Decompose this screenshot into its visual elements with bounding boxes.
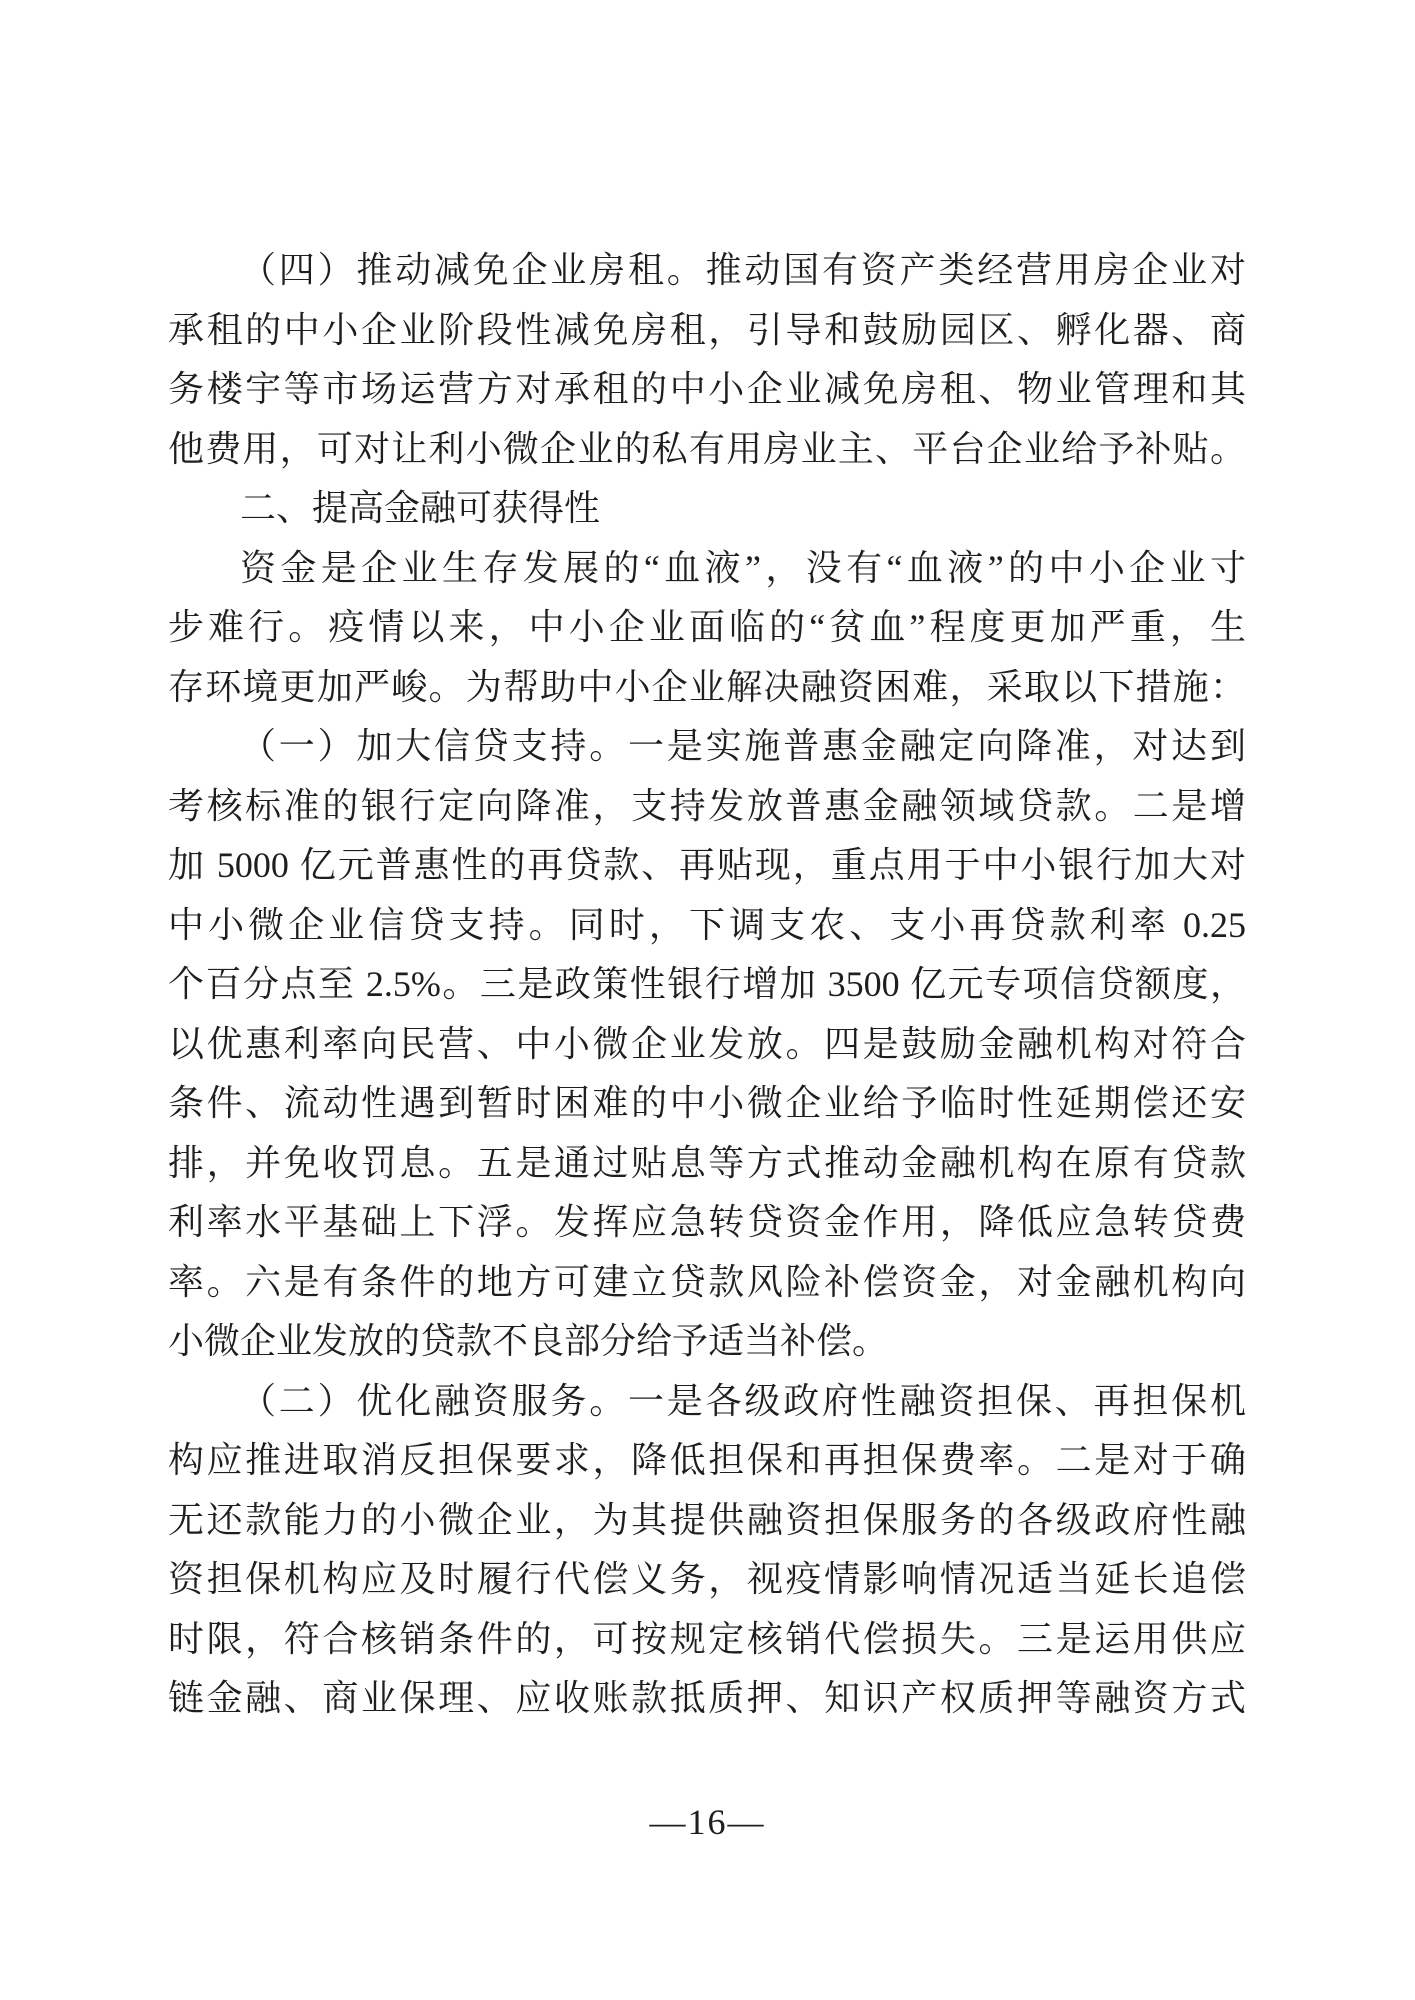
page-number: —16— [649, 1802, 766, 1842]
intro-line: 存环境更加严峻。为帮助中小企业解决融资困难，采取以下措施： [168, 666, 1246, 707]
paragraph-4-line: 他费用，可对让利小微企业的私有用房业主、平台企业给予补贴。 [168, 428, 1246, 469]
intro-line: 资金是企业生存发展的“血液”，没有“血液”的中小企业寸 [240, 547, 1246, 588]
page-footer [0, 1800, 1415, 1844]
section-heading: 二、提高金融可获得性 [240, 488, 601, 528]
item-1-line: 利率水平基础上下浮。发挥应急转贷资金作用，降低应急转贷费 [168, 1202, 1246, 1242]
item-1-line: 条件、流动性遇到暂时困难的中小微企业给予临时性延期偿还安 [168, 1083, 1246, 1123]
item-2-line: 时限，符合核销条件的，可按规定核销代偿损失。三是运用供应 [168, 1618, 1246, 1659]
item-1-line: 个百分点至 2.5%。三是政策性银行增加 3500 亿元专项信贷额度， [168, 964, 1246, 1004]
item-2-line: 构应推进取消反担保要求，降低担保和再担保费率。二是对于确 [168, 1440, 1246, 1480]
item-1-line: （一）加大信贷支持。一是实施普惠金融定向降准，对达到 [240, 726, 1246, 766]
paragraph-4-line: 务楼宇等市场运营方对承租的中小企业减免房租、物业管理和其 [168, 369, 1246, 409]
item-2-line: 资担保机构应及时履行代偿义务，视疫情影响情况适当延长追偿 [168, 1559, 1246, 1599]
intro-line: 步难行。疫情以来，中小企业面临的“贫血”程度更加严重，生 [168, 607, 1246, 647]
paragraph-4-line: （四）推动减免企业房租。推动国有资产类经营用房企业对 [240, 250, 1246, 290]
item-1-line: 以优惠利率向民营、中小微企业发放。四是鼓励金融机构对符合 [168, 1023, 1246, 1064]
item-1-line: 率。六是有条件的地方可建立贷款风险补偿资金，对金融机构向 [168, 1261, 1246, 1302]
text-block [168, 241, 1246, 1729]
item-1-line: 考核标准的银行定向降准，支持发放普惠金融领域贷款。二是增 [168, 785, 1246, 826]
item-1-line: 小微企业发放的贷款不良部分给予适当补偿。 [168, 1321, 889, 1361]
item-2-line: （二）优化融资服务。一是各级政府性融资担保、再担保机 [240, 1380, 1246, 1421]
paragraph-4-line: 承租的中小企业阶段性减免房租，引导和鼓励园区、孵化器、商 [168, 309, 1246, 350]
item-1-line: 加 5000 亿元普惠性的再贷款、再贴现，重点用于中小银行加大对 [168, 845, 1246, 885]
item-2-line: 链金融、商业保理、应收账款抵质押、知识产权质押等融资方式 [168, 1678, 1246, 1718]
item-2-line: 无还款能力的小微企业，为其提供融资担保服务的各级政府性融 [168, 1499, 1246, 1540]
item-1-line: 中小微企业信贷支持。同时，下调支农、支小再贷款利率 0.25 [168, 904, 1246, 945]
item-1-line: 排，并免收罚息。五是通过贴息等方式推动金融机构在原有贷款 [168, 1142, 1246, 1183]
